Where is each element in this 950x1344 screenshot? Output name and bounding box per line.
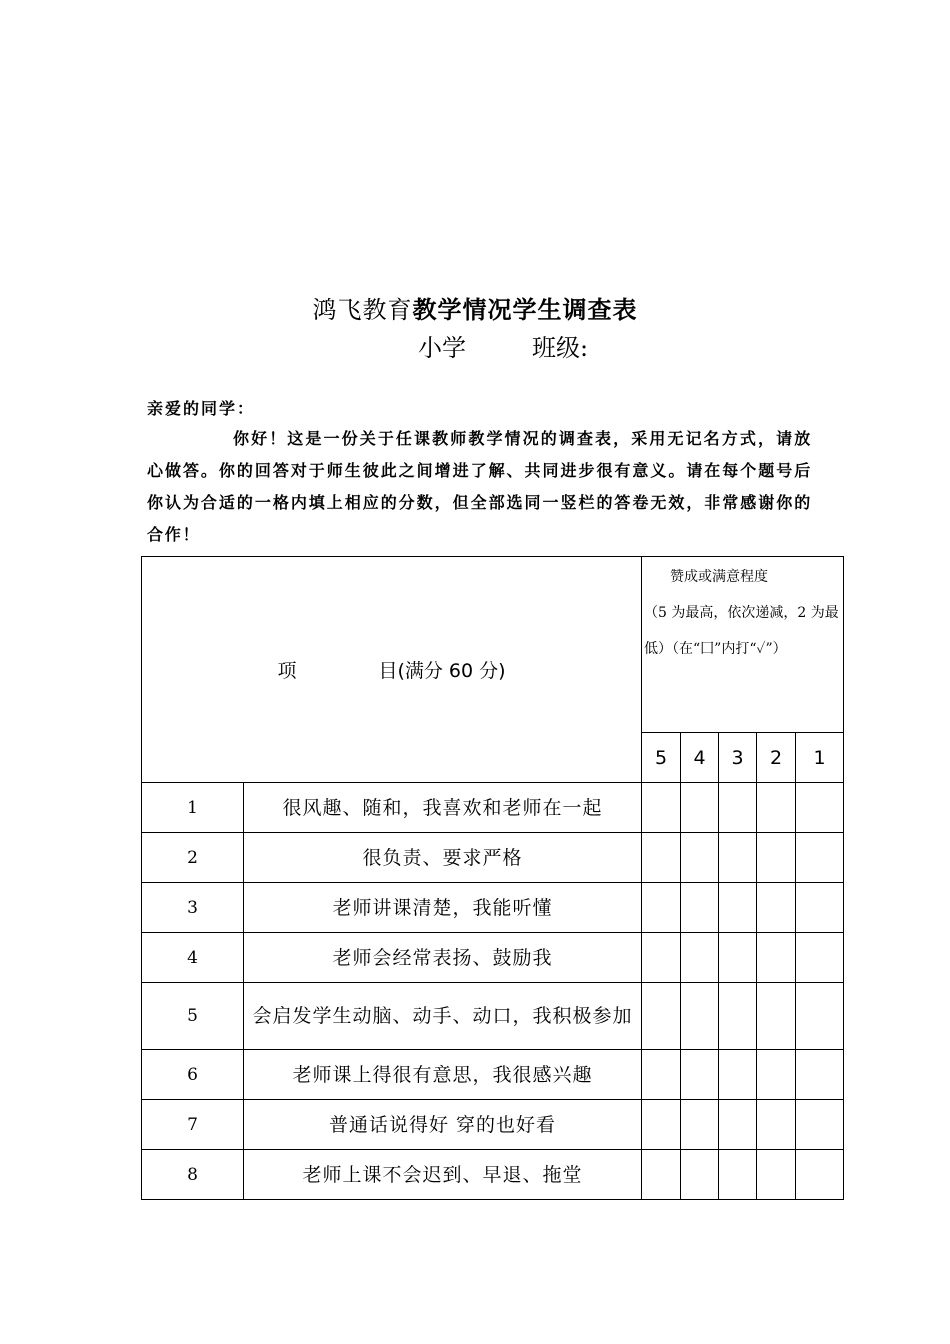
rating-cell-5[interactable]	[642, 933, 681, 983]
row-number: 5	[142, 983, 244, 1050]
table-row	[142, 933, 844, 983]
rating-cell-2[interactable]	[757, 1150, 796, 1200]
rating-cell-5[interactable]	[642, 1150, 681, 1200]
rating-header-title: 赞成或满意程度	[670, 569, 769, 585]
rating-cell-5[interactable]	[642, 1050, 681, 1100]
rating-cell-3[interactable]	[719, 883, 757, 933]
rating-cell-3[interactable]	[719, 933, 757, 983]
scale-3: 3	[719, 733, 757, 783]
grade-label: 小学	[418, 334, 466, 362]
rating-cell-5[interactable]	[642, 983, 681, 1050]
table-row	[142, 1100, 844, 1150]
rating-cell-4[interactable]	[681, 933, 719, 983]
scale-5: 5	[642, 733, 681, 783]
class-label: 班级:	[532, 334, 589, 362]
rating-cell-3[interactable]	[719, 783, 757, 833]
document-subtitle	[418, 328, 588, 363]
rating-cell-5[interactable]	[642, 883, 681, 933]
salutation: 亲爱的同学：	[147, 399, 256, 418]
rating-cell-4[interactable]	[681, 783, 719, 833]
document-title	[0, 290, 950, 325]
rating-cell-5[interactable]	[642, 833, 681, 883]
row-item-text: 老师上课不会迟到、早退、拖堂	[244, 1150, 642, 1200]
rating-cell-2[interactable]	[757, 933, 796, 983]
row-item-text: 普通话说得好 穿的也好看	[244, 1100, 642, 1150]
rating-cell-5[interactable]	[642, 783, 681, 833]
rating-cell-1[interactable]	[796, 783, 844, 833]
row-item-text: 会启发学生动脑、动手、动口，我积极参加	[244, 983, 642, 1050]
table-row	[142, 1050, 844, 1100]
scale-1: 1	[796, 733, 844, 783]
rating-cell-2[interactable]	[757, 883, 796, 933]
row-number: 4	[142, 933, 244, 983]
item-header-right: 目(满分 60 分)	[378, 660, 506, 682]
item-header	[142, 557, 642, 783]
title-prefix: 鸿飞教育	[312, 296, 413, 324]
rating-cell-3[interactable]	[719, 1050, 757, 1100]
rating-cell-1[interactable]	[796, 1050, 844, 1100]
table-row	[142, 1150, 844, 1200]
row-number: 1	[142, 783, 244, 833]
title-main: 教学情况学生调查表	[412, 296, 638, 324]
table-row	[142, 983, 844, 1050]
rating-cell-1[interactable]	[796, 883, 844, 933]
rating-cell-4[interactable]	[681, 1100, 719, 1150]
rating-cell-1[interactable]	[796, 833, 844, 883]
rating-cell-1[interactable]	[796, 933, 844, 983]
rating-cell-4[interactable]	[681, 833, 719, 883]
row-item-text: 老师课上得很有意思，我很感兴趣	[244, 1050, 642, 1100]
rating-cell-3[interactable]	[719, 1150, 757, 1200]
rating-cell-1[interactable]	[796, 1150, 844, 1200]
rating-cell-5[interactable]	[642, 1100, 681, 1150]
rating-cell-4[interactable]	[681, 883, 719, 933]
row-number: 8	[142, 1150, 244, 1200]
rating-cell-2[interactable]	[757, 1100, 796, 1150]
scale-2: 2	[757, 733, 796, 783]
table-row	[142, 833, 844, 883]
survey-table	[141, 556, 844, 1200]
rating-cell-1[interactable]	[796, 983, 844, 1050]
intro-paragraph: 你好！这是一份关于任课教师教学情况的调查表，采用无记名方式，请放心做答。你的回答对于师生彼此之间增进了解、共同进步很有意义。请在每个题号后你认为合适的一格内填上相应的分数，但全部选同一竖栏的答卷无效，非常感谢你的合作！	[147, 429, 812, 544]
row-item-text: 很风趣、随和，我喜欢和老师在一起	[244, 783, 642, 833]
row-number: 7	[142, 1100, 244, 1150]
row-item-text: 老师会经常表扬、鼓励我	[244, 933, 642, 983]
rating-cell-3[interactable]	[719, 833, 757, 883]
row-number: 6	[142, 1050, 244, 1100]
scale-4: 4	[681, 733, 719, 783]
row-item-text: 老师讲课清楚，我能听懂	[244, 883, 642, 933]
row-item-text: 很负责、要求严格	[244, 833, 642, 883]
rating-cell-2[interactable]	[757, 783, 796, 833]
table-row	[142, 783, 844, 833]
rating-cell-2[interactable]	[757, 1050, 796, 1100]
rating-cell-1[interactable]	[796, 1100, 844, 1150]
rating-header-note: （5 为最高，依次递减，2 为最低）（在“囗”内打“✓”）	[644, 605, 839, 657]
rating-cell-4[interactable]	[681, 1150, 719, 1200]
item-header-left: 项	[277, 660, 297, 682]
row-number: 3	[142, 883, 244, 933]
rating-header	[642, 557, 844, 733]
table-row	[142, 883, 844, 933]
rating-cell-3[interactable]	[719, 983, 757, 1050]
rating-cell-2[interactable]	[757, 833, 796, 883]
rating-cell-2[interactable]	[757, 983, 796, 1050]
rating-cell-4[interactable]	[681, 983, 719, 1050]
rating-cell-3[interactable]	[719, 1100, 757, 1150]
row-number: 2	[142, 833, 244, 883]
rating-cell-4[interactable]	[681, 1050, 719, 1100]
